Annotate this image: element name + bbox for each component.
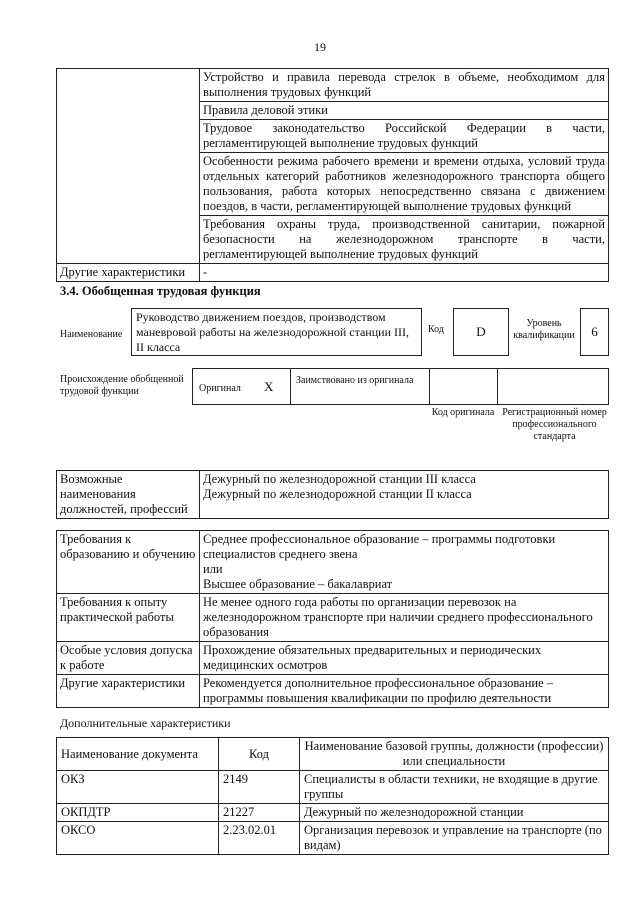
name-label: Наименование <box>60 329 123 340</box>
row-label: Особые условия допуска к работе <box>57 642 200 675</box>
code-cell: 2.23.02.01 <box>219 822 300 855</box>
header-name: Наименование базовой группы, должности (профессии) или специальности <box>300 738 609 771</box>
requirement-cell <box>200 531 609 594</box>
row-label <box>57 69 200 264</box>
doc-cell: ОКЗ <box>57 771 219 804</box>
table-row <box>57 531 609 594</box>
knowledge-cell: - <box>200 264 609 282</box>
level-value: 6 <box>580 308 609 356</box>
header-doc: Наименование документа <box>57 738 219 771</box>
header-code: Код <box>219 738 300 771</box>
function-code: D <box>453 308 509 356</box>
origin-label: Происхождение обобщенной трудовой функции <box>60 374 184 397</box>
function-name: Руководство движением поездов, производством маневровой работы на железнодорожной станции III, II класса <box>131 308 422 356</box>
original-label: Оригинал <box>199 383 241 394</box>
borrowed-label: Заимствовано из оригинала <box>296 375 414 386</box>
code-label: Код <box>428 324 444 335</box>
doc-cell: ОКПДТР <box>57 804 219 822</box>
name-cell: Дежурный по железнодорожной станции <box>300 804 609 822</box>
divider <box>429 368 430 405</box>
table-row <box>57 822 609 855</box>
divider <box>497 368 498 405</box>
table-header-row <box>57 738 609 771</box>
knowledge-table <box>56 68 609 282</box>
additional-table <box>56 737 609 855</box>
table-row <box>57 642 609 675</box>
page-number: 19 <box>314 40 326 54</box>
requirement-line: или <box>203 562 223 576</box>
row-label: Другие характеристики <box>57 264 200 282</box>
requirements-table <box>56 530 609 708</box>
table-row <box>57 594 609 642</box>
code-cell: 21227 <box>219 804 300 822</box>
reg-caption: Регистрационный номер профессионального стандарта <box>502 407 607 442</box>
requirement-line: Высшее образование – бакалавриат <box>203 577 393 591</box>
table-row <box>57 471 609 519</box>
additional-title: Дополнительные характеристики <box>60 716 231 730</box>
name-cell: Организация перевозок и управление на транспорте (по видам) <box>300 822 609 855</box>
section-heading: 3.4. Обобщенная трудовая функция <box>60 284 261 298</box>
table-row <box>57 771 609 804</box>
positions-table <box>56 470 609 519</box>
requirement-cell: Прохождение обязательных предварительных и периодических медицинских осмотров <box>200 642 609 675</box>
knowledge-cell: Правила деловой этики <box>200 102 609 120</box>
doc-cell: ОКСО <box>57 822 219 855</box>
origin-box <box>192 368 609 405</box>
level-label: Уровень квалификации <box>513 318 575 341</box>
table-row <box>57 804 609 822</box>
divider <box>290 368 291 405</box>
row-label: Возможные наименования должностей, профессий <box>57 471 200 519</box>
knowledge-cell: Особенности режима рабочего времени и времени отдыха, условий труда отдельных категорий работников железнодорожного транспорта общего пользования, работа которых непосредственно связана с движением поездов, в части, регламентирующей выполнение трудовых функций <box>200 153 609 216</box>
requirement-cell: Рекомендуется дополнительное профессиональное образование – программы повышения квалификации по профилю деятельности <box>200 675 609 708</box>
name-cell: Специалисты в области техники, не входящие в другие группы <box>300 771 609 804</box>
original-mark: X <box>264 379 274 394</box>
knowledge-cell: Устройство и правила перевода стрелок в объеме, необходимом для выполнения трудовых функций <box>200 69 609 102</box>
table-row <box>57 264 609 282</box>
knowledge-cell: Требования охраны труда, производственной санитарии, пожарной безопасности на железнодорожном транспорте в части, регламентирующей выполнение трудовых функций <box>200 216 609 264</box>
position-item: Дежурный по железнодорожной станции III класса <box>203 472 476 486</box>
table-row <box>57 675 609 708</box>
requirement-cell: Не менее одного года работы по организации перевозок на железнодорожном транспорте при наличии среднего профессионального образования <box>200 594 609 642</box>
row-label: Другие характеристики <box>57 675 200 708</box>
requirement-line: Среднее профессиональное образование – программы подготовки специалистов среднего звена <box>203 532 556 561</box>
row-label: Требования к опыту практической работы <box>57 594 200 642</box>
row-label: Требования к образованию и обучению <box>57 531 200 594</box>
code-cell: 2149 <box>219 771 300 804</box>
knowledge-cell: Трудовое законодательство Российской Федерации в части, регламентирующей выполнение трудовых функций <box>200 120 609 153</box>
position-item: Дежурный по железнодорожной станции II класса <box>203 487 472 501</box>
positions-cell <box>200 471 609 519</box>
table-row <box>57 69 609 102</box>
code-caption: Код оригинала <box>431 407 495 418</box>
